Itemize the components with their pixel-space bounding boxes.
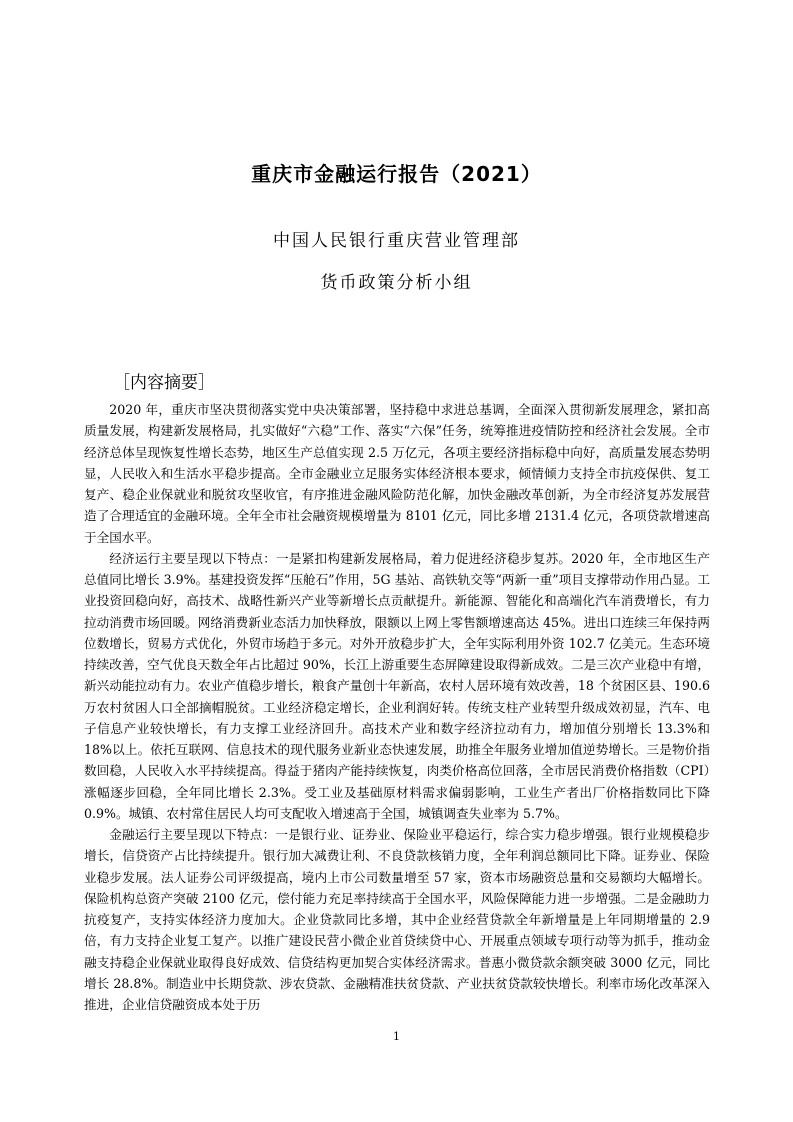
paragraph: 2020 年，重庆市坚决贯彻落实党中央决策部署，坚持稳中求进总基调，全面深入贯彻新发展理念，紧扣高质量发展，构建新发展格局，扎实做好“六稳”工作、落实“六保”任务，统筹推进疫情防控和经济社会发展。全市经济总体呈现恢复性增长态势，地区生产总值实现 2.5 万亿元，各项主要经济指标稳中向好，高质量发展态势明显，人民收入和生活水平稳步提高。全市金融业立足服务实体经济根本要求，倾情倾力支持全市抗疫保供、复工复产、稳企业保就业和脱贫攻坚收官，有序推进金融风险防范化解，加快金融改革创新，为全市经济复苏发展营造了合理适宜的金融环境。全年全市社会融资规模增量为 8101 亿元，同比多增 2131.4 亿元，各项贷款增速高于全国水平。 — [84, 402, 710, 545]
abstract-body — [84, 399, 710, 1015]
section-heading: ［内容摘要］ — [113, 373, 215, 393]
paragraph: 金融运行主要呈现以下特点：一是银行业、证券业、保险业平稳运行，综合实力稳步增强。银行业规模稳步增长，信贷资产占比持续提升。银行加大减费让利、不良贷款核销力度，全年利润总额同比下降。证券业、保险业稳步发展。法人证券公司评级提高，境内上市公司数量增至 57 家，资本市场融资总量和交易额均大幅增长。保险机构总资产突破 2100 亿元，偿付能力充足率持续高于全国水平，风险保障能力进一步增强。二是金融助力抗疫复产，支持实体经济力度加大。企业贷款同比多增，其中企业经营贷款全年新增量是上年同期增量的 2.9 倍，有力支持企业复工复产。以推广建设民营小微企业首贷续贷中心、开展重点领域专项行动等为抓手，推动金融支持稳企业保就业取得良好成效、信贷结构更加契合实体经济需求。普惠小微贷款余额突破 3000 亿元，同比增长 28.8%。制造业中长期贷款、涉农贷款、金融精准扶贫贷款、产业扶贫贷款较快增长。利率市场化改革深入推进，企业信贷融资成本处于历 — [84, 827, 710, 1012]
page-number: 1 — [393, 1030, 400, 1043]
group-name: 货币政策分析小组 — [320, 273, 473, 293]
report-title: 重庆市金融运行报告（2021） — [251, 162, 542, 186]
paragraph: 经济运行主要呈现以下特点：一是紧扣构建新发展格局，着力促进经济稳步复苏。2020 年，全市地区生产总值同比增长 3.9%。基建投资发挥“压舱石”作用，5G 基站、高铁轨交等“两新一重”项目支撑带动作用凸显。工业投资回稳向好，高技术、战略性新兴产业等新增长点贡献提升。新能源、智能化和高端化汽车消费增长，有力拉动消费市场回暖。网络消费新业态活力加快释放，限额以上网上零售额增速高达 45%。进出口连续三年保持两位数增长，贸易方式优化，外贸市场趋于多元。对外开放稳步扩大，全年实际利用外资 102.7 亿美元。生态环境持续改善，空气优良天数全年占比超过 90%，长江上游重要生态屏障建设取得新成效。二是三次产业稳中有增，新兴动能拉动有力。农业产值稳步增长，粮食产量创十年新高，农村人居环境有效改善，18 个贫困区县、190.6 万农村贫困人口全部摘帽脱贫。工业经济稳定增长，企业利润好转。传统支柱产业转型升级成效初显，汽车、电子信息产业较快增长，有力支撑工业经济回升。高技术产业和数字经济拉动有力，增加值分别增长 13.3%和 18%以上。依托互联网、信息技术的现代服务业新业态快速发展，助推全年服务业增加值逆势增长。三是物价指数回稳，人民收入水平持续提高。得益于猪肉产能持续恢复，肉类价格高位回落，全市居民消费价格指数（CPI）涨幅逐步回稳，全年同比增长 2.3%。受工业及基础原材料需求偏弱影响，工业生产者出厂价格指数同比下降 0.9%。城镇、农村常住居民人均可支配收入增速高于全国，城镇调查失业率为 5.7%。 — [84, 550, 710, 821]
issuer-name: 中国人民银行重庆营业管理部 — [273, 231, 520, 251]
